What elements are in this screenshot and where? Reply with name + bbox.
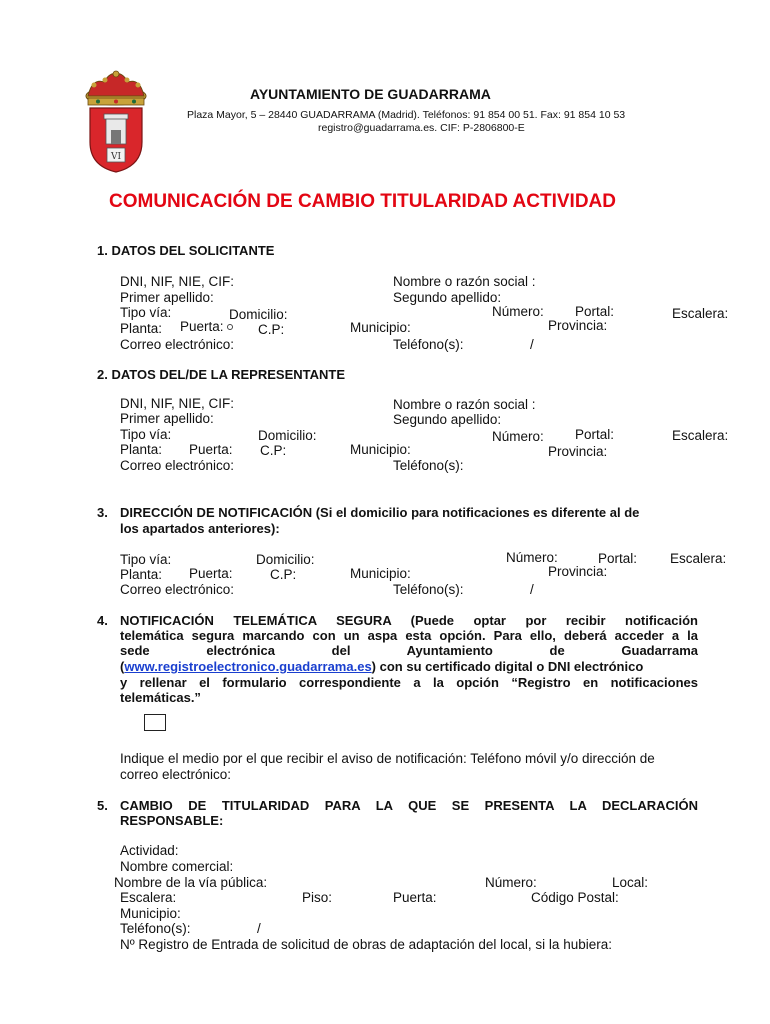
field-municipio: Municipio: — [350, 566, 411, 581]
field-portal: Portal: — [575, 427, 615, 442]
field-correo: Correo electrónico: — [120, 458, 235, 473]
field-dni: DNI, NIF, NIE, CIF: — [120, 274, 235, 289]
field-domicilio: Domicilio: — [229, 307, 288, 322]
field-puerta: Puerta: — [393, 890, 437, 905]
document-title: COMUNICACIÓN DE CAMBIO TITULARIDAD ACTIVIDAD — [109, 191, 616, 212]
section-1-title: 1. DATOS DEL SOLICITANTE — [97, 243, 275, 258]
field-nombre: Nombre o razón social : — [393, 274, 536, 289]
field-portal: Portal: — [575, 304, 615, 319]
field-tipo-via: Tipo vía: — [120, 427, 172, 442]
field-provincia: Provincia: — [548, 564, 608, 579]
field-telefono: Teléfono(s): — [393, 458, 464, 473]
telefono-separator: / — [530, 337, 534, 352]
organization-email: registro@guadarrama.es. CIF: P-2806800-E — [318, 122, 525, 134]
section-4-line2: telemática segura marcando con un aspa esta opción. Para ello, deberá acceder a la — [120, 628, 698, 643]
field-planta: Planta: — [120, 567, 163, 582]
field-escalera: Escalera: — [672, 428, 729, 443]
section-5-title-line1: CAMBIO DE TITULARIDAD PARA LA QUE SE PRESENTA LA DECLARACIÓN — [120, 798, 698, 813]
field-local: Local: — [612, 875, 649, 890]
field-municipio: Municipio: — [120, 906, 181, 921]
section-2-title: 2. DATOS DEL/DE LA REPRESENTANTE — [97, 367, 345, 382]
field-via-publica: Nombre de la vía pública: — [114, 875, 268, 890]
field-correo: Correo electrónico: — [120, 582, 235, 597]
field-actividad: Actividad: — [120, 843, 179, 858]
section-4-line5: y rellenar el formulario correspondiente a la opción “Registro en notificaciones — [120, 675, 698, 690]
field-puerta: Puerta: — [189, 442, 233, 457]
field-domicilio: Domicilio: — [256, 552, 315, 567]
registro-electronico-link[interactable]: www.registroelectronico.guadarrama.es — [124, 659, 372, 674]
field-telefono: Teléfono(s): — [393, 582, 464, 597]
puerta-marker-icon — [227, 324, 233, 330]
field-municipio: Municipio: — [350, 442, 411, 457]
section-4-number: 4. — [97, 613, 108, 628]
section-3-title-line2: los apartados anteriores): — [120, 521, 280, 536]
section-4-line4: (www.registroelectronico.guadarrama.es) con su certificado digital o DNI electrónico — [120, 659, 644, 674]
telefono-separator: / — [257, 921, 261, 936]
field-telefono: Teléfono(s): — [120, 921, 191, 936]
field-telefono: Teléfono(s): — [393, 337, 464, 352]
field-tipo-via: Tipo vía: — [120, 552, 172, 567]
section-3-number: 3. — [97, 505, 108, 520]
field-domicilio: Domicilio: — [258, 428, 317, 443]
shield-icon — [90, 108, 142, 172]
crown-icon — [86, 71, 146, 105]
section-4-line3: sede electrónica del Ayuntamiento de Guadarrama — [120, 643, 698, 658]
field-registro-entrada: Nº Registro de Entrada de solicitud de obras de adaptación del local, si la hubiera: — [120, 937, 612, 952]
field-escalera: Escalera: — [670, 551, 727, 566]
field-codigo-postal: Código Postal: — [531, 890, 619, 905]
field-numero: Número: — [485, 875, 537, 890]
field-planta: Planta: — [120, 321, 163, 336]
field-puerta: Puerta: — [189, 566, 233, 581]
field-dni: DNI, NIF, NIE, CIF: — [120, 396, 235, 411]
field-nombre-comercial: Nombre comercial: — [120, 859, 234, 874]
field-provincia: Provincia: — [548, 444, 608, 459]
telefono-separator: / — [530, 582, 534, 597]
field-municipio: Municipio: — [350, 320, 411, 335]
field-portal: Portal: — [598, 551, 638, 566]
organization-address: Plaza Mayor, 5 – 28440 GUADARRAMA (Madrid). Teléfonos: 91 854 00 51. Fax: 91 854 10 53 — [187, 109, 626, 121]
field-cp: C.P: — [260, 443, 287, 458]
field-segundo-apellido: Segundo apellido: — [393, 412, 502, 427]
field-numero: Número: — [492, 304, 544, 319]
field-planta: Planta: — [120, 442, 163, 457]
field-tipo-via: Tipo vía: — [120, 305, 172, 320]
field-primer-apellido: Primer apellido: — [120, 411, 214, 426]
section-5-title-line2: RESPONSABLE: — [120, 813, 224, 828]
telematic-notification-checkbox[interactable] — [144, 714, 166, 731]
field-correo: Correo electrónico: — [120, 337, 235, 352]
coat-of-arms-logo — [80, 70, 152, 174]
section-4-line6: telemáticas.” — [120, 690, 201, 705]
svg-text:VI: VI — [110, 152, 122, 162]
field-nombre: Nombre o razón social : — [393, 397, 536, 412]
field-provincia: Provincia: — [548, 318, 608, 333]
field-puerta: Puerta: — [180, 319, 236, 334]
section-3-title-line1: DIRECCIÓN DE NOTIFICACIÓN (Si el domicilio para notificaciones es diferente al de — [120, 505, 640, 520]
organization-name: AYUNTAMIENTO DE GUADARRAMA — [250, 86, 491, 102]
field-numero: Número: — [506, 550, 558, 565]
field-segundo-apellido: Segundo apellido: — [393, 290, 502, 305]
field-primer-apellido: Primer apellido: — [120, 290, 214, 305]
field-cp: C.P: — [258, 322, 285, 337]
field-escalera: Escalera: — [672, 306, 729, 321]
field-cp: C.P: — [270, 567, 297, 582]
aviso-text-line2: correo electrónico: — [120, 767, 232, 782]
aviso-text-line1: Indique el medio por el que recibir el aviso de notificación: Teléfono móvil y/o dirección de — [120, 751, 655, 766]
field-numero: Número: — [492, 429, 544, 444]
field-piso: Piso: — [302, 890, 333, 905]
section-4-line1: NOTIFICACIÓN TELEMÁTICA SEGURA (Puede optar por recibir notificación — [120, 613, 698, 628]
field-escalera: Escalera: — [120, 890, 177, 905]
section-5-number: 5. — [97, 798, 108, 813]
